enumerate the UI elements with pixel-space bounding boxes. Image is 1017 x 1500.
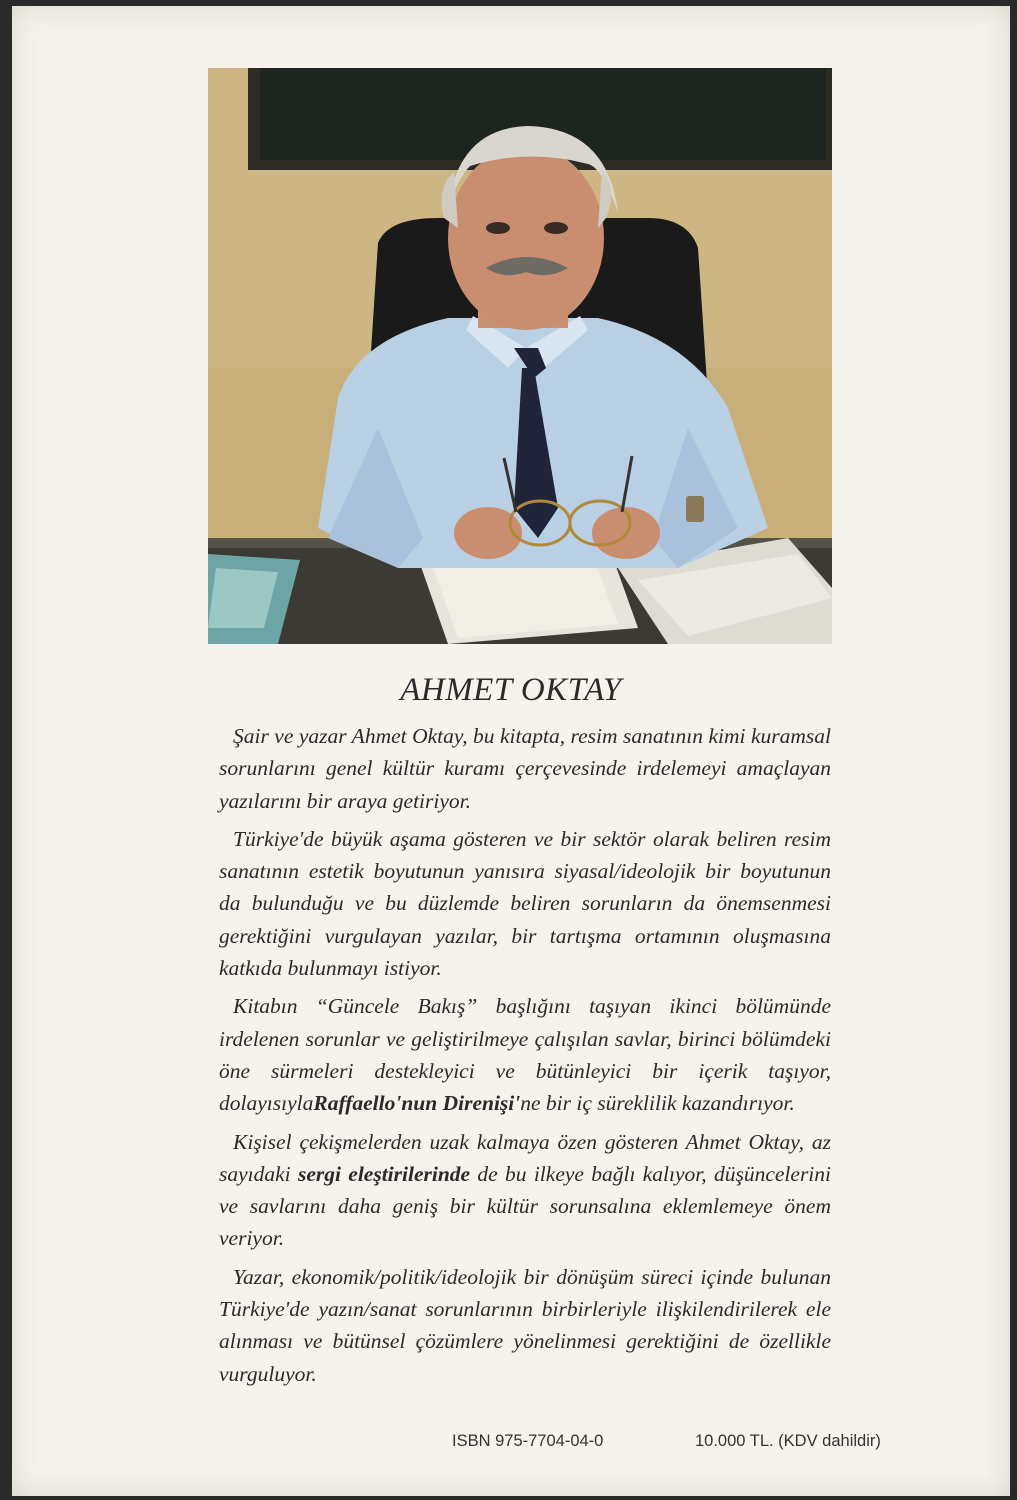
paragraph: Türkiye'de büyük aşama gösteren ve bir sektör olarak beliren resim sanatının estetik boyutunun yanısıra siyasal/ideolojik bir boyutunun da bulunduğu ve bu düzlemde beliren sorunların da önemsenmesi gerektiğini vurgulayan yazılar, bir tartışma ortamının oluşmasına katkıda bulunmayı istiyor. [219, 826, 831, 981]
paragraph: Yazar, ekonomik/politik/ideolojik bir dönüşüm süreci içinde bulunan Türkiye'de yazın/sanat sorunlarının birbirleriyle ilişkilendirilerek ele alınması ve bütünsel çözümlere yönelinmesi gerektiğini de özellikle vurguluyor. [219, 1264, 831, 1386]
emphasis-text: sergi eleştirilerinde [297, 1161, 471, 1186]
paragraph [219, 1126, 831, 1255]
author-name: AHMET OKTAY [400, 672, 622, 708]
isbn-label: ISBN 975-7704-04-0 [452, 1432, 604, 1450]
book-title-emphasis: Raffaello'nun Direnişi' [313, 1091, 521, 1116]
paragraph-text: de bu ilkeye bağlı kalıyor, düşüncelerini ve savlarını daha geniş bir kültür sorunsalına eklemlemeye önem veriyor. [219, 1161, 832, 1251]
price-label: 10.000 TL. (KDV dahildir) [695, 1432, 881, 1450]
author-photo [208, 68, 832, 644]
paragraph-text: Kişisel çekişmelerden uzak kalmaya özen gösteren Ahmet Oktay, az sayıdaki [219, 1129, 831, 1186]
author-portrait-image [208, 68, 832, 644]
paragraph-text: Kitabın “Güncele Bakış” başlığını taşıyan ikinci bölümünde irdelenen sorunlar ve geliştirilmeye çalışılan savlar, birinci bölümdeki öne sürmeleri destekleyici ve bütünleyici bir içerik taşıyor, dolayısıyla [219, 994, 831, 1116]
blurb-text [219, 720, 831, 1390]
paragraph: Şair ve yazar Ahmet Oktay, bu kitapta, resim sanatının kimi kuramsal sorunlarını genel kültür kuramı çerçevesinde irdelemeyi amaçlayan yazılarını bir araya getiriyor. [219, 724, 831, 813]
paragraph-text: ne bir iç süreklilik kazandırıyor. [520, 1091, 795, 1116]
paragraph [219, 990, 831, 1119]
back-cover [12, 6, 1010, 1496]
